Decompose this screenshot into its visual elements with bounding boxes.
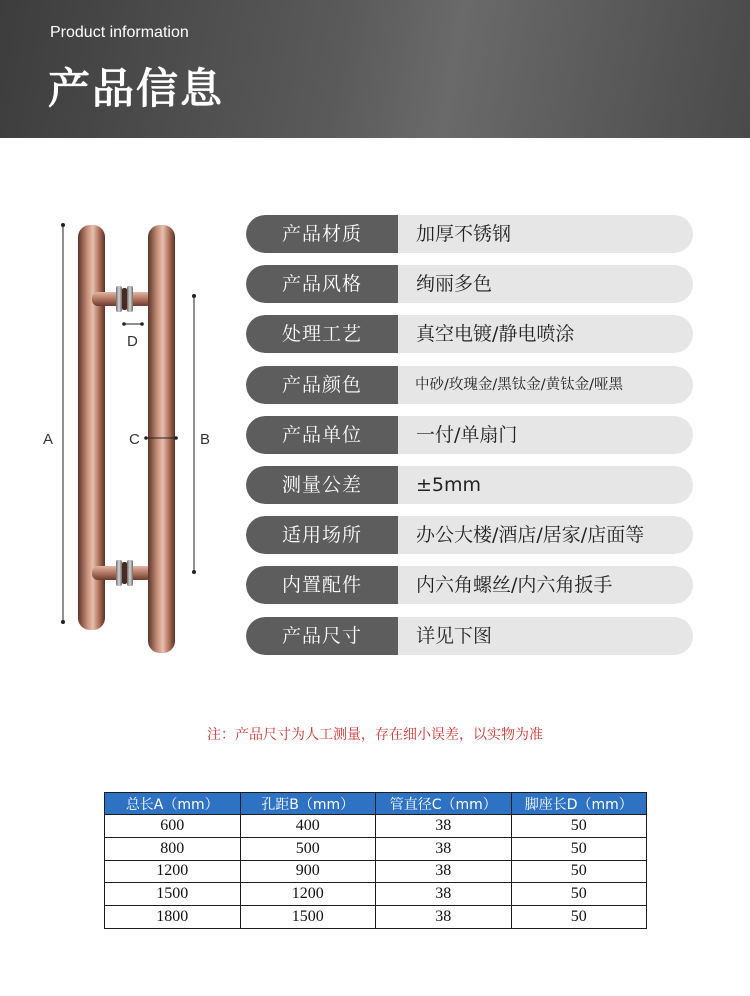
dimension-a [61,223,65,624]
spec-label: 产品颜色 [246,366,398,404]
table-cell: 50 [511,883,647,906]
label-a: A [43,431,54,448]
table-row [105,860,647,883]
header-subtitle: Product information [50,24,189,41]
spec-label: 产品尺寸 [246,617,398,655]
table-row [105,837,647,860]
table-cell: 800 [105,837,241,860]
spec-value: 绚丽多色 [416,273,493,296]
table-cell: 38 [376,815,512,838]
measurement-note: 注：产品尺寸为人工测量，存在细小误差，以实物为准 [207,727,543,743]
spec-row-size [246,617,693,655]
spec-label: 测量公差 [246,466,398,504]
spec-label: 产品单位 [246,416,398,454]
spec-row-unit [246,416,693,454]
size-table [104,792,647,929]
spec-label: 处理工艺 [246,315,398,353]
column-header-hole-spacing: 孔距B（mm） [240,793,376,815]
spec-label: 适用场所 [246,516,398,554]
table-cell: 400 [240,815,376,838]
spec-row-style [246,265,693,303]
header-title: 产品信息 [48,64,225,113]
spec-value: 内六角螺丝/内六角扳手 [416,574,613,597]
spec-value: 中砂/玫瑰金/黑钛金/黄钛金/哑黑 [415,376,624,393]
table-cell: 50 [511,815,647,838]
spec-list [246,215,693,667]
spec-value: 详见下图 [416,624,493,647]
table-row [105,906,647,929]
back-bar [148,225,175,653]
product-figure [30,210,230,660]
table-cell: 1800 [105,906,241,929]
spec-value: 一付/单扇门 [416,423,518,446]
table-cell: 50 [511,906,647,929]
table-row [105,883,647,906]
spec-row-material [246,215,693,253]
table-cell: 38 [376,906,512,929]
table-cell: 500 [240,837,376,860]
spec-row-venue [246,516,693,554]
table-cell: 50 [511,860,647,883]
spec-value: 加厚不锈钢 [416,223,512,245]
spec-label: 产品风格 [246,265,398,303]
table-cell: 600 [105,815,241,838]
spec-value: 真空电镀/静电喷涂 [416,323,575,346]
table-header-row [105,793,647,815]
table-cell: 1500 [105,883,241,906]
dimension-b [192,294,196,574]
dimension-d [122,322,144,326]
table-cell: 38 [376,860,512,883]
column-header-foot-length: 脚座长D（mm） [511,793,647,815]
table-cell: 900 [240,860,376,883]
spec-row-process [246,315,693,353]
spec-row-tolerance [246,466,693,504]
label-b: B [200,431,211,448]
column-header-tube-diameter: 管直径C（mm） [376,793,512,815]
spec-label: 内置配件 [246,566,398,604]
column-header-total-length: 总长A（mm） [105,793,241,815]
spec-value: ±5mm [416,473,482,496]
spec-label: 产品材质 [246,215,398,253]
table-cell: 50 [511,837,647,860]
table-cell: 38 [376,837,512,860]
table-cell: 1200 [105,860,241,883]
table-row [105,815,647,838]
table-cell: 1200 [240,883,376,906]
spec-value: 办公大楼/酒店/居家/店面等 [416,524,645,547]
label-d: D [127,333,138,350]
spec-row-color [246,366,693,404]
header-banner [0,0,750,138]
table-cell: 1500 [240,906,376,929]
table-cell: 38 [376,883,512,906]
door-handle-illustration [30,210,230,660]
label-c: C [129,431,140,448]
spec-row-accessories [246,566,693,604]
